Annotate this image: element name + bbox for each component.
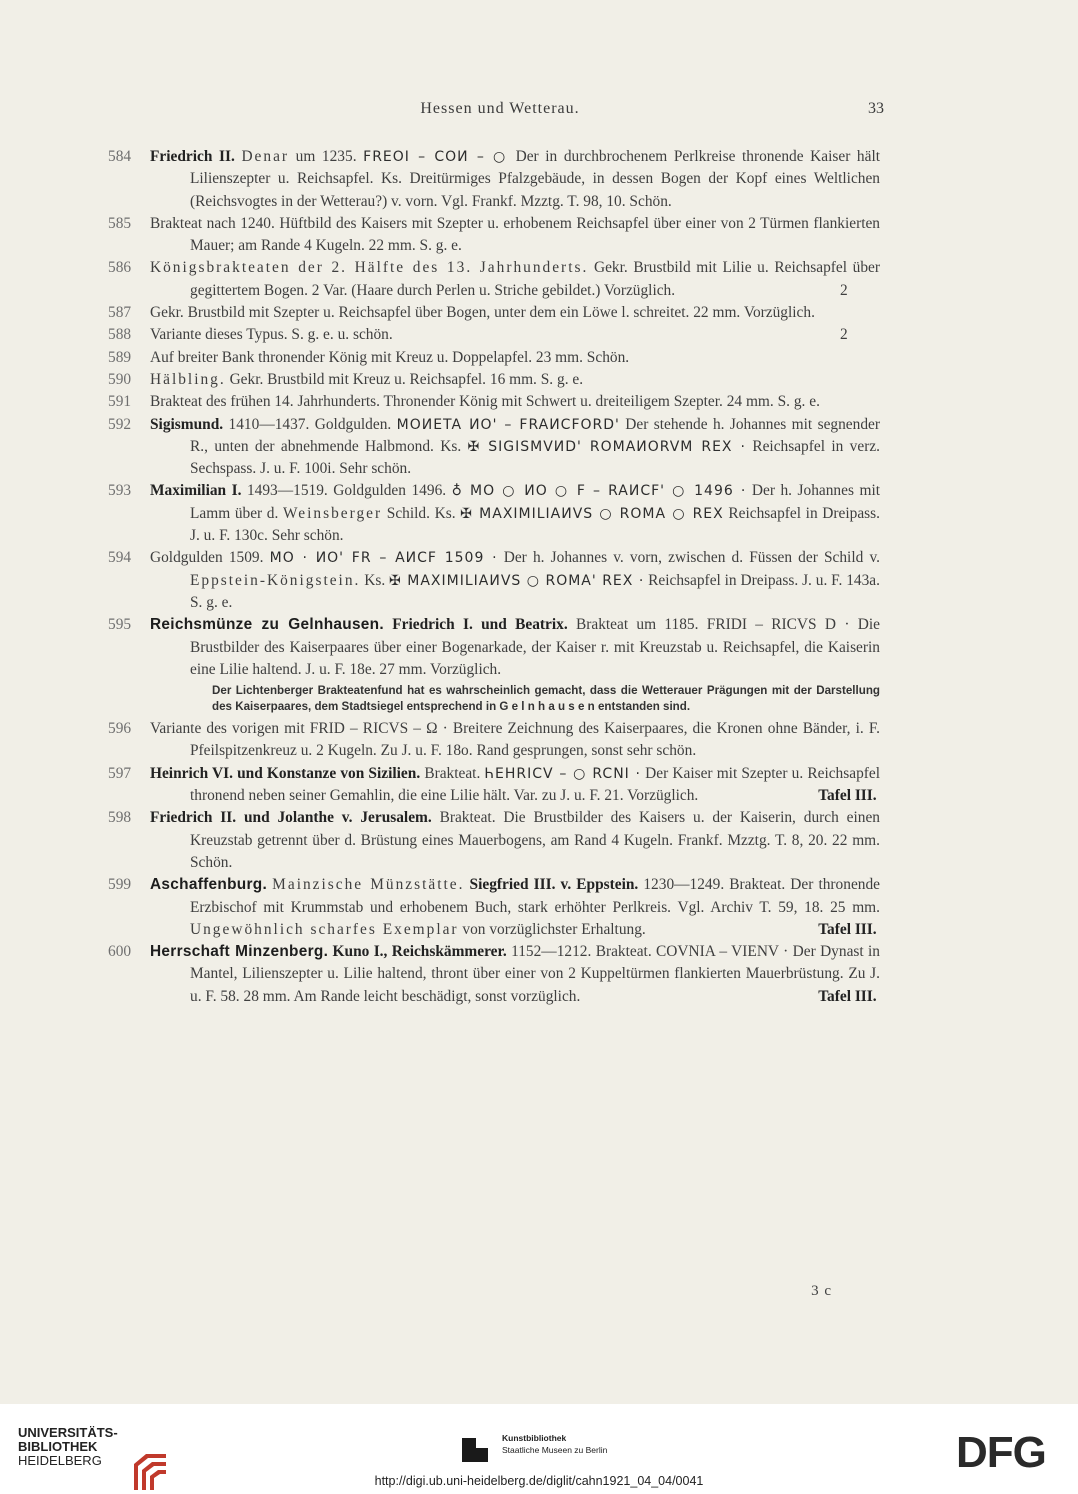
entry-number: 594 — [108, 549, 132, 567]
catalog-entry-587 — [108, 302, 880, 324]
entry-number: 584 — [108, 148, 132, 165]
entry-number: 592 — [108, 415, 132, 433]
catalog-entry-584 — [108, 146, 880, 213]
kb-line-1: Kunstbibliothek — [502, 1433, 567, 1443]
entry-text: Variante des vorigen mit FRID – RICVS – Ω · Breitere Zeichnung des Kaiserpaares, die Kronen ohne Bänder, i. F. Pfeilspitzenkreuz u. 2 Kugeln. Zu J. u. F. 18o. Rand gesprungen, sonst sehr schön. — [150, 720, 880, 760]
entry-text: Herrschaft Minzenberg. Kuno I., Reichskämmerer. 1152—1212. Brakteat. COVNIA – VIENV · Der Dynast in Mantel, Lilienszepter u. Lilie haltend, thront über einer von 2 Kuppeltürmen flankierten Mauerbrüstung. Zu J. u. F. 58. 28 mm. Am Rande leicht beschädigt, sonst vorzüglich. Tafel III. — [150, 943, 881, 1005]
entry-number: 588 — [108, 326, 132, 344]
footer-bar — [0, 1404, 1078, 1494]
catalog-entry-594 — [108, 547, 880, 614]
catalog-entry-595 — [108, 614, 880, 714]
entry-text: Auf breiter Bank thronender König mit Kreuz u. Doppelapfel. 23 mm. Schön. — [150, 348, 630, 366]
catalog-entry-593 — [108, 480, 880, 547]
entry-number: 599 — [108, 876, 132, 894]
entry-number: 597 — [108, 764, 132, 782]
entry-number: 586 — [108, 259, 132, 277]
ub-line-2: BIBLIOTHEK — [18, 1439, 98, 1454]
ub-line-1: UNIVERSITÄTS- — [18, 1425, 118, 1440]
ub-line-3: HEIDELBERG — [18, 1453, 102, 1468]
page-number: 33 — [868, 100, 884, 117]
entry-number: 598 — [108, 809, 132, 827]
catalog-entry-597 — [108, 763, 880, 808]
entry-text: Variante dieses Typus. S. g. e. u. schön. 2 — [150, 326, 848, 344]
dfg-logo[interactable]: DFG — [956, 1428, 1046, 1477]
entry-number: 596 — [108, 720, 132, 738]
catalog-entry-599 — [108, 874, 880, 941]
catalog-entry-596 — [108, 718, 880, 763]
entry-text: Friedrich II. und Jolanthe v. Jerusalem. Brakteat. Die Brustbilder des Kaisers u. der Kaiserin, durch einen Kreuzstab getrennt über d. Brüstung eines Mauerbogens, am Rand 4 Kugeln. Frankf. Mzztg. T. 8, 20. 22 mm. Schön. — [150, 809, 880, 871]
entry-text: Königsbrakteaten der 2. Hälfte des 13. Jahrhunderts. Gekr. Brustbild mit Lilie u. Reichsapfel über gegittertem Bogen. 2 Var. (Haare durch Perlen u. Striche gebildet.) Vorzüglich. 2 — [150, 259, 880, 299]
running-head — [0, 100, 1078, 124]
catalog-entries — [108, 146, 880, 1008]
entry-text: Reichsmünze zu Gelnhausen. Friedrich I. und Beatrix. Brakteat um 1185. FRIDI – RICVS D · Die Brustbilder des Kaiserpaares über einer Bogenarkade, der Kaiser r. mit Kreuzstab u. Reichsapfel, die Kaiserin eine Lilie haltend. J. u. F. 18e. 27 mm. Vorzüglich. — [150, 616, 880, 678]
entry-note: Der Lichtenberger Brakteatenfund hat es wahrscheinlich gemacht, dass die Wetterauer Prägungen mit der Darstellung des Kaiserpaares, dem Stadtsiegel entsprechend in G e l n h a u s e n entstanden sind. — [212, 684, 880, 713]
catalog-entry-586 — [108, 257, 880, 302]
entry-text: Friedrich II. Denar um 1235. FREOI – COИ – ○ Der in durchbrochenem Perlkreise thronende Kaiser hält Lilienszepter u. Reichsapfel. Ks. Dreitürmiges Pfalzgebäude, in dessen Bogen der Kopf eines Weltlichen (Reichsvogtes in der Wetterau?) v. vorn. Vgl. Frankf. Mzztg. T. 98, 10. Schön. — [150, 148, 880, 210]
entry-text: Gekr. Brustbild mit Szepter u. Reichsapfel über Bogen, unter dem ein Löwe l. schreitet. 22 mm. Vorzüglich. — [150, 304, 815, 322]
entry-text: Heinrich VI. und Konstanze von Sizilien. Brakteat. ҺEHRICV – ○ RCNI · Der Kaiser mit Szepter u. Reichsapfel thronend neben seiner Gemahlin, die eine Lilie hält. Var. zu J. u. F. 21. Vorzüglich. Tafel III. — [150, 764, 880, 805]
entry-number: 590 — [108, 370, 132, 388]
entry-number: 585 — [108, 214, 132, 232]
kunstbibliothek-mark-icon — [460, 1434, 490, 1464]
catalog-entry-591 — [108, 391, 880, 413]
catalog-entry-598 — [108, 807, 880, 874]
source-url[interactable]: http://digi.ub.uni-heidelberg.de/diglit/cahn1921_04_04/0041 — [374, 1474, 704, 1488]
catalog-entry-589 — [108, 347, 880, 369]
entry-text: Brakteat des frühen 14. Jahrhunderts. Thronender König mit Schwert u. dreiteiligem Szepter. 24 mm. S. g. e. — [150, 393, 820, 411]
catalog-entry-592 — [108, 414, 880, 481]
kunstbibliothek-logo[interactable] — [460, 1430, 660, 1470]
ub-heidelberg-logo[interactable] — [18, 1426, 178, 1476]
entry-number: 600 — [108, 943, 132, 961]
entry-number: 589 — [108, 348, 132, 366]
entry-text: Goldgulden 1509. MO · ИO' FR – AИCF 1509 · Der h. Johannes v. vorn, zwischen d. Füssen der Schild v. Eppstein-Königstein. Ks. ✠ MAXIMILIAИVS ○ ROMA' REX · Reichsapfel in Dreipass. J. u. F. 143a. S. g. e. — [150, 549, 881, 611]
entry-text: Brakteat nach 1240. Hüftbild des Kaisers mit Szepter u. erhobenem Reichsapfel über einer von 2 Türmen flankierten Mauer; am Rande 4 Kugeln. 22 mm. S. g. e. — [150, 214, 880, 255]
catalog-entry-590 — [108, 369, 880, 391]
entry-text: Sigismund. 1410—1437. Goldgulden. MOИETA ИO' – FRAИCFORD' Der stehende h. Johannes mit segnender R., unten der abnehmende Halbmond. Ks. ✠ SIGISMVИD' ROMAИORVM REX · Reichsapfel in verz. Sechspass. J. u. F. 100i. Sehr schön. — [150, 415, 881, 478]
catalog-entry-600 — [108, 941, 880, 1008]
entry-number: 591 — [108, 393, 132, 411]
entry-text: Aschaffenburg. Mainzische Münzstätte. Siegfried III. v. Eppstein. 1230—1249. Brakteat. Der thronende Erzbischof mit Krummstab und erhobenem Buch, stark erhöhter Perlkreis. Vgl. Archiv T. 59, 18. 25 mm. Ungewöhnlich scharfes Exemplar von vorzüglichster Erhaltung. Tafel III. — [150, 876, 880, 938]
entry-number: 587 — [108, 304, 132, 322]
entry-number: 595 — [108, 616, 132, 634]
kb-line-2: Staatliche Museen zu Berlin — [502, 1445, 608, 1455]
catalog-entry-585 — [108, 213, 880, 258]
signature-mark: 3 c — [811, 1283, 832, 1299]
entry-text: Hälbling. Gekr. Brustbild mit Kreuz u. Reichsapfel. 16 mm. S. g. e. — [150, 370, 584, 388]
entry-text: Maximilian I. 1493—1519. Goldgulden 1496. ♁ MO ○ ИO ○ F – RAИCF' ○ 1496 · Der h. Johannes mit Lamm über d. Weinsberger Schild. Ks. ✠ MAXIMILIAИVS ○ ROMA ○ REX Reichsapfel in Dreipass. J. u. F. 130c. Sehr schön. — [150, 482, 880, 545]
page-title: Hessen und Wetterau. — [420, 100, 580, 117]
catalog-entry-588 — [108, 324, 880, 346]
entry-number: 593 — [108, 482, 132, 500]
kunstbibliothek-text — [502, 1432, 607, 1456]
